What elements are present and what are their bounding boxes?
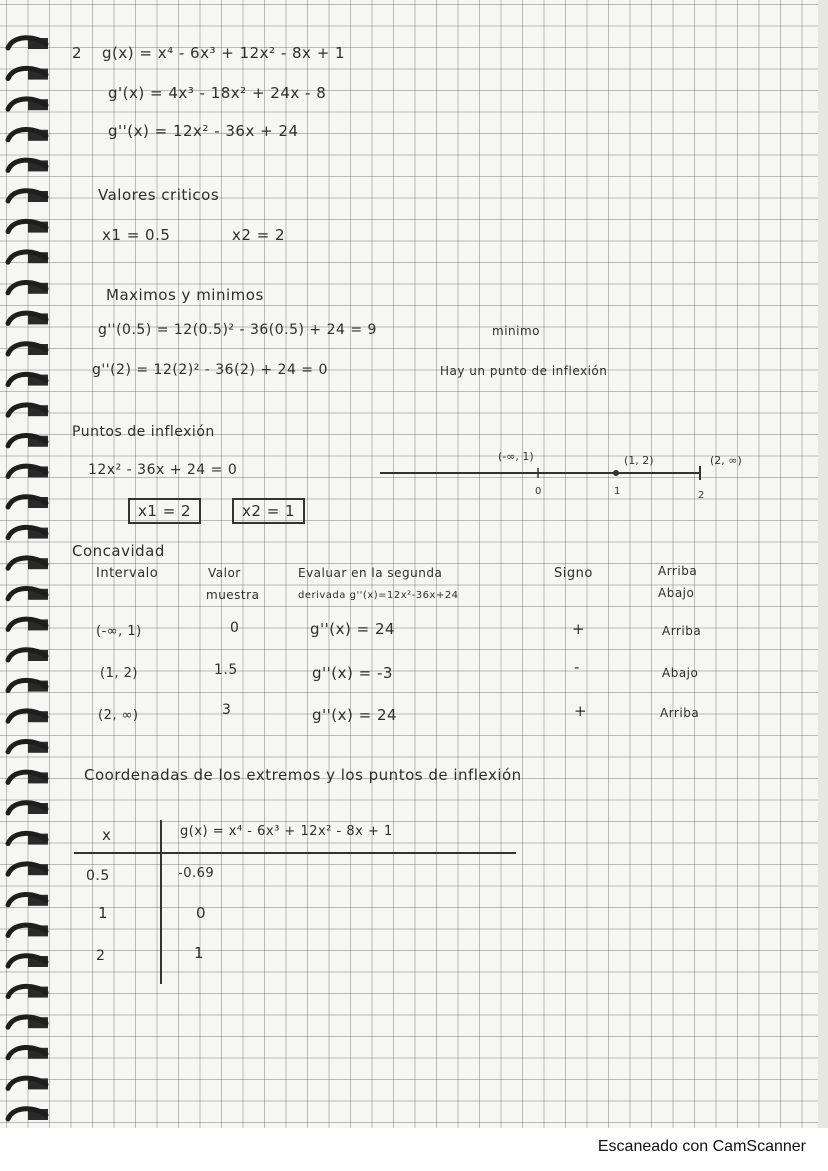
interval-label-1: (-∞, 1) <box>498 450 534 463</box>
row-sign: + <box>574 702 588 720</box>
spiral-coil <box>8 803 48 814</box>
interval-label-3: (2, ∞) <box>710 454 742 467</box>
root-x2: x2 = 1 <box>242 502 296 520</box>
coords-table-header-line <box>74 852 516 854</box>
row-value: 3 <box>222 702 232 718</box>
coords-row-g: 1 <box>194 944 205 962</box>
row-eval: g''(x) = -3 <box>312 664 393 682</box>
col-value-header-2: muestra <box>206 588 260 602</box>
spiral-coil <box>8 252 48 263</box>
spiral-coil <box>8 1109 48 1120</box>
interval-label-2: (1, 2) <box>624 454 654 467</box>
spiral-coil <box>8 619 48 630</box>
spiral-coil <box>8 38 48 49</box>
critical-heading: Valores criticos <box>98 186 220 204</box>
first-derivative: g'(x) = 4x³ - 18x² + 24x - 8 <box>108 84 327 102</box>
maxmin-heading: Maximos y minimos <box>106 286 264 304</box>
row-eval: g''(x) = 24 <box>312 706 398 724</box>
spiral-coil <box>8 436 48 447</box>
spiral-coil <box>8 99 48 110</box>
maxmin-line2: g''(2) = 12(2)² - 36(2) + 24 = 0 <box>92 362 328 378</box>
function-g: g(x) = x⁴ - 6x³ + 12x² - 8x + 1 <box>102 44 346 62</box>
critical-x1: x1 = 0.5 <box>102 226 171 244</box>
spiral-coil <box>8 344 48 355</box>
spiral-coil <box>8 374 48 385</box>
spiral-coil <box>8 313 48 324</box>
point-mark-1 <box>613 470 619 476</box>
maxmin-line2-note: Hay un punto de inflexión <box>440 364 608 378</box>
spiral-coil <box>8 925 48 936</box>
row-dir: Arriba <box>660 706 700 720</box>
spiral-coil <box>8 68 48 79</box>
row-value: 1.5 <box>214 662 238 678</box>
row-sign: + <box>572 620 586 638</box>
spiral-coil <box>8 497 48 508</box>
spiral-coil <box>8 1048 48 1059</box>
root-x1: x1 = 2 <box>138 502 192 520</box>
row-dir: Arriba <box>662 624 702 638</box>
inflection-equation: 12x² - 36x + 24 = 0 <box>88 462 238 478</box>
coords-heading: Coordenadas de los extremos y los puntos de inflexión <box>84 766 522 784</box>
spiral-coil <box>8 986 48 997</box>
problem-number: 2 <box>72 44 83 62</box>
spiral-coil <box>8 160 48 171</box>
spiral-coil <box>8 283 48 294</box>
tick-label-0: 0 <box>535 486 542 497</box>
spiral-coil <box>8 1017 48 1028</box>
row-interval: (-∞, 1) <box>96 624 142 639</box>
critical-x2: x2 = 2 <box>232 226 286 244</box>
coords-col-g: g(x) = x⁴ - 6x³ + 12x² - 8x + 1 <box>180 824 393 839</box>
coords-col-x: x <box>102 826 112 844</box>
spiral-coil <box>8 1078 48 1089</box>
col-value-header-1: Valor <box>208 566 241 580</box>
concavity-heading: Concavidad <box>72 542 165 560</box>
number-line <box>380 448 780 508</box>
spiral-coil <box>8 130 48 141</box>
row-eval: g''(x) = 24 <box>310 620 396 638</box>
spiral-coil <box>8 527 48 538</box>
spiral-coil <box>8 772 48 783</box>
root-box-1 <box>128 498 201 524</box>
spiral-coil <box>8 742 48 753</box>
coords-row-x: 0.5 <box>86 868 110 884</box>
col-dir-header-2: Abajo <box>658 586 695 600</box>
row-interval: (2, ∞) <box>98 708 139 723</box>
spiral-coil <box>8 680 48 691</box>
row-value: 0 <box>230 620 240 636</box>
col-dir-header-1: Arriba <box>658 564 698 578</box>
tick-label-2: 2 <box>698 490 705 501</box>
root-box-2 <box>232 498 305 524</box>
coords-row-x: 1 <box>98 904 109 922</box>
col-eval-header-2: derivada g''(x)=12x²-36x+24 <box>298 590 459 601</box>
spiral-coil <box>8 711 48 722</box>
row-sign: - <box>574 658 580 676</box>
scanner-watermark: Escaneado con CamScanner <box>597 1138 806 1155</box>
spiral-coil <box>8 895 48 906</box>
spiral-coil <box>8 405 48 416</box>
row-interval: (1, 2) <box>100 666 138 681</box>
col-interval-header: Intervalo <box>96 566 159 581</box>
tick-label-1: 1 <box>614 486 621 497</box>
spiral-coil <box>8 558 48 569</box>
spiral-coil <box>8 466 48 477</box>
spiral-coil <box>8 589 48 600</box>
spiral-coil <box>8 956 48 967</box>
coords-row-g: -0.69 <box>178 866 215 881</box>
spiral-coil <box>8 221 48 232</box>
row-dir: Abajo <box>662 666 699 680</box>
col-sign-header: Signo <box>554 566 593 581</box>
spiral-binding <box>0 0 60 1130</box>
coords-table-divider <box>160 820 162 984</box>
inflection-heading: Puntos de inflexión <box>72 424 215 440</box>
maxmin-line1: g''(0.5) = 12(0.5)² - 36(0.5) + 24 = 9 <box>98 322 377 338</box>
spiral-coil <box>8 833 48 844</box>
coords-row-x: 2 <box>96 948 106 964</box>
maxmin-line1-note: minimo <box>492 324 540 338</box>
page-edge <box>818 0 828 1171</box>
second-derivative: g''(x) = 12x² - 36x + 24 <box>108 122 299 140</box>
coords-row-g: 0 <box>196 904 207 922</box>
spiral-coil <box>8 650 48 661</box>
spiral-coil <box>8 864 48 875</box>
col-eval-header-1: Evaluar en la segunda <box>298 566 443 580</box>
spiral-coil <box>8 191 48 202</box>
